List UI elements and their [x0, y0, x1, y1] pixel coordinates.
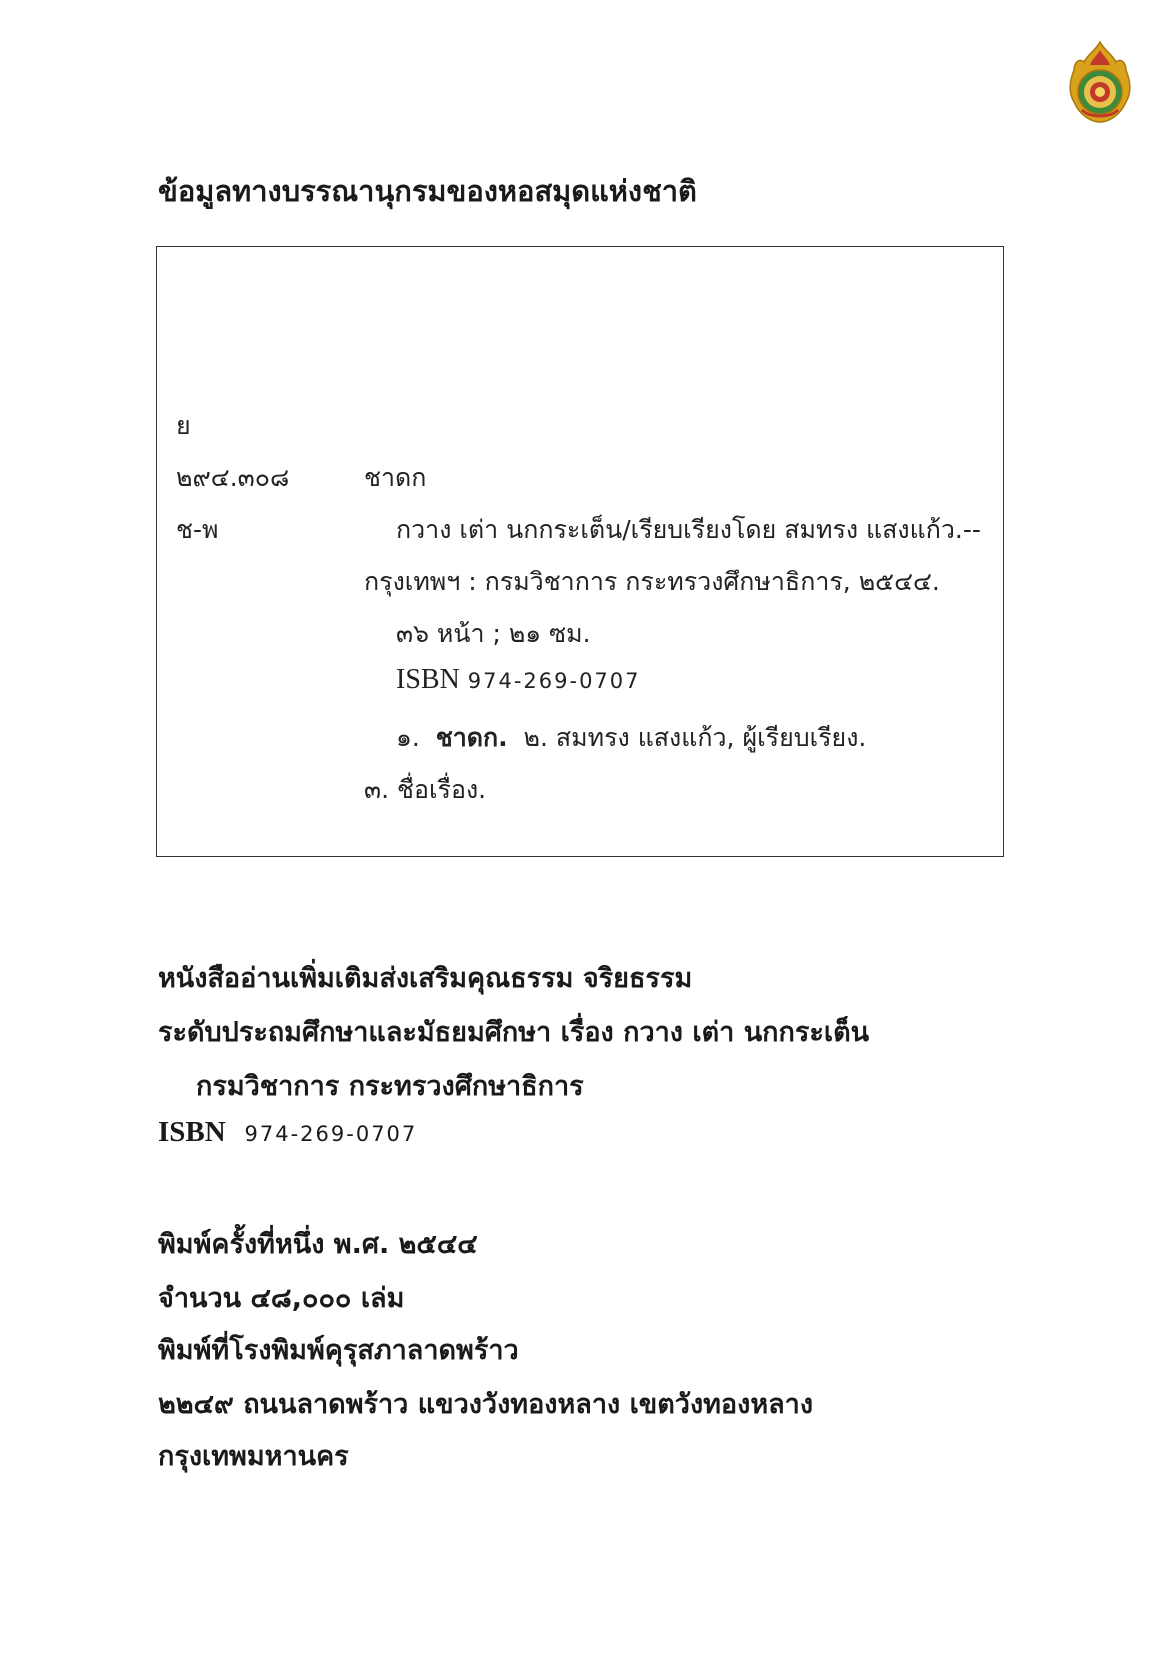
book-copies: จำนวน ๔๘,๐๐๐ เล่ม [158, 1283, 405, 1314]
cip-box [156, 246, 1004, 857]
cip-tracing-3: ๓. ชื่อเรื่อง. [364, 775, 487, 804]
book-isbn-label: ISBN [158, 1116, 226, 1148]
cip-call-letter: ย [176, 411, 191, 440]
ministry-emblem [1068, 40, 1132, 124]
book-title-line1: หนังสืออ่านเพิ่มเติมส่งเสริมคุณธรรม จริยธรรม [158, 963, 693, 994]
cip-author-mark: ช-พ [176, 515, 219, 544]
book-address: ๒๒๔๙ ถนนลาดพร้าว แขวงวังทองหลาง เขตวังทองหลาง [158, 1389, 814, 1420]
cip-imprint: กรุงเทพฯ : กรมวิชาการ กระทรวงศึกษาธิการ, ๒๕๔๔. [364, 567, 940, 596]
book-title-line2: ระดับประถมศึกษาและมัธยมศึกษา เรื่อง กวาง เต่า นกกระเต็น [158, 1017, 870, 1048]
book-edition: พิมพ์ครั้งที่หนึ่ง พ.ศ. ๒๕๔๔ [158, 1229, 478, 1260]
book-publisher: กรมวิชาการ กระทรวงศึกษาธิการ [196, 1071, 584, 1102]
cip-subject-heading: ชาดก [364, 463, 427, 492]
book-city: กรุงเทพมหานคร [158, 1441, 349, 1472]
cip-isbn-number: 974-269-0707 [467, 669, 641, 693]
book-isbn-number: 974-269-0707 [244, 1122, 418, 1146]
cip-tracing-1-number: ๑. [396, 723, 420, 752]
cip-class-number: ๒๙๔.๓๐๘ [176, 463, 290, 492]
cip-collation: ๓๖ หน้า ; ๒๑ ซม. [396, 619, 591, 648]
cip-isbn-label: ISBN [396, 664, 460, 695]
cip-heading: ข้อมูลทางบรรณานุกรมของหอสมุดแห่งชาติ [158, 174, 697, 208]
cip-isbn-line [396, 664, 641, 696]
cip-tracing-2: ๒. สมทรง แสงแก้ว, ผู้เรียบเรียง. [523, 723, 867, 752]
book-isbn-line [158, 1116, 417, 1149]
book-printer: พิมพ์ที่โรงพิมพ์คุรุสภาลาดพร้าว [158, 1335, 519, 1366]
cip-tracings [396, 718, 866, 758]
cip-tracing-1: ชาดก. [435, 723, 508, 752]
cip-title-line: กวาง เต่า นกกระเต็น/เรียบเรียงโดย สมทรง แสงแก้ว.-- [396, 515, 981, 544]
